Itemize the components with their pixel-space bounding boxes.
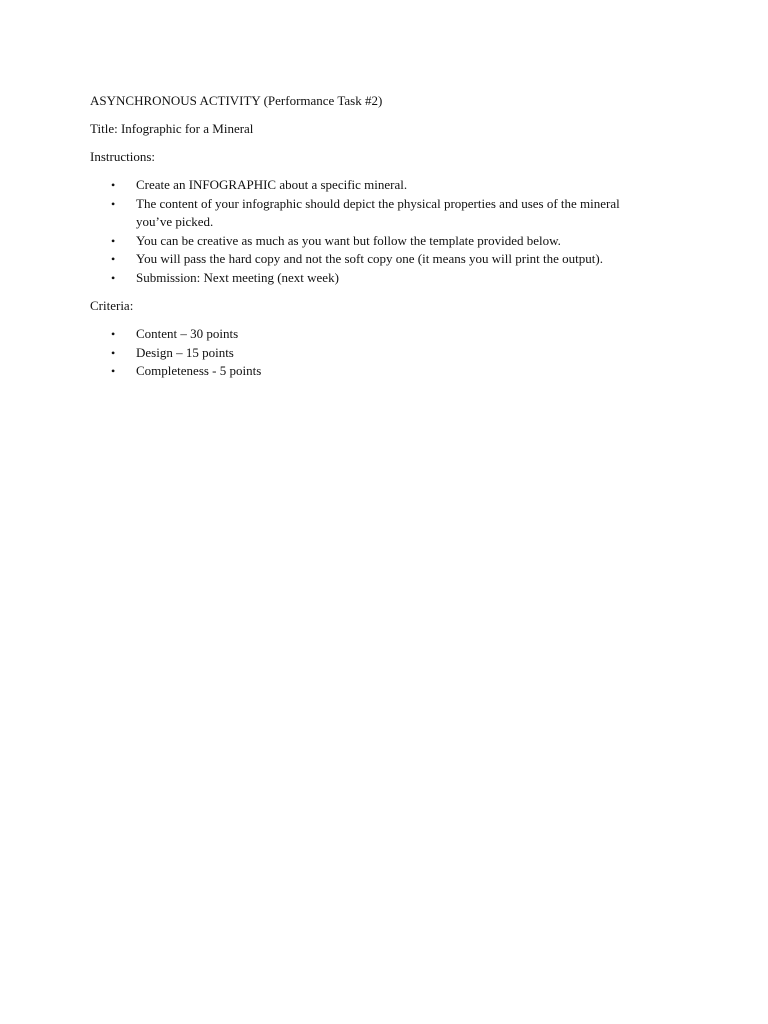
list-item <box>90 250 656 269</box>
list-item <box>90 344 656 363</box>
list-item <box>90 325 656 344</box>
criteria-label: Criteria: <box>90 298 134 313</box>
list-item <box>90 232 656 251</box>
bullet-icon: • <box>111 252 116 266</box>
activity-title: Title: Infographic for a Mineral <box>90 121 254 136</box>
list-item <box>90 195 656 232</box>
bullet-icon: • <box>111 345 116 360</box>
instruction-text: The content of your infographic should depict the physical properties and uses of the mineral you’ve picked. <box>136 195 620 229</box>
list-item <box>90 362 656 381</box>
instructions-label: Instructions: <box>90 149 155 164</box>
bullet-icon: • <box>111 327 116 341</box>
instructions-list <box>90 176 690 287</box>
activity-heading: ASYNCHRONOUS ACTIVITY (Performance Task #2) <box>90 93 383 108</box>
criteria-text: Content – 30 points <box>136 326 239 341</box>
criteria-list <box>90 325 690 381</box>
instruction-text: Create an INFOGRAPHIC about a specific mineral. <box>136 177 408 192</box>
list-item <box>90 269 656 288</box>
bullet-icon: • <box>111 364 116 378</box>
instruction-text: You will pass the hard copy and not the soft copy one (it means you will print the output). <box>136 251 603 266</box>
bullet-icon: • <box>111 196 116 211</box>
instruction-text: Submission: Next meeting (next week) <box>136 269 339 285</box>
bullet-icon: • <box>111 178 116 192</box>
bullet-icon: • <box>111 270 116 285</box>
criteria-text: Completeness - 5 points <box>136 363 262 378</box>
document-body <box>90 92 690 391</box>
list-item <box>90 176 656 195</box>
instruction-text: You can be creative as much as you want but follow the template provided below. <box>136 232 561 248</box>
bullet-icon: • <box>111 233 116 248</box>
criteria-text: Design – 15 points <box>136 344 234 360</box>
